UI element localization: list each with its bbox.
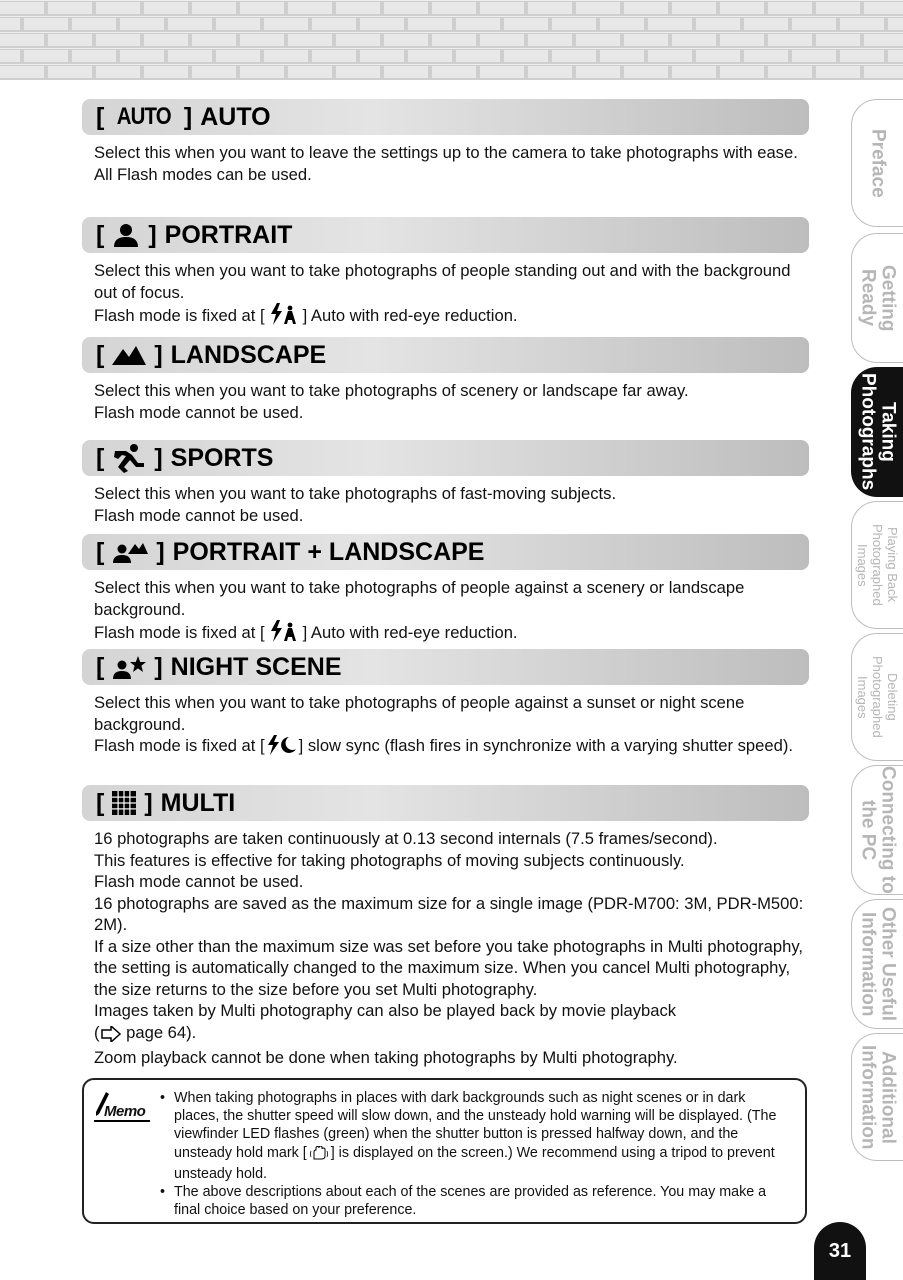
brick (672, 66, 716, 78)
section-description: Select this when you want to leave the settings up to the camera to take photographs with ease. All Flash modes can be used. (94, 143, 798, 184)
brick (48, 2, 92, 14)
memo-list (160, 1089, 790, 1219)
brick (504, 18, 548, 30)
landscape-icon (112, 345, 146, 365)
brick (576, 2, 620, 14)
brick (552, 50, 596, 62)
brick (312, 18, 356, 30)
brick (600, 18, 644, 30)
brick (216, 50, 260, 62)
brick (24, 18, 68, 30)
brick (0, 50, 20, 62)
brick-row (0, 18, 903, 30)
brick (792, 50, 836, 62)
brick (0, 66, 44, 78)
brick (24, 50, 68, 62)
memo-box (82, 1078, 807, 1224)
brick (96, 34, 140, 46)
brick (48, 34, 92, 46)
tab-other-useful[interactable]: Other Useful Information (851, 899, 903, 1029)
brick (384, 2, 428, 14)
multi-icon (112, 791, 136, 815)
brick (240, 34, 284, 46)
brick (696, 50, 740, 62)
section-auto (82, 99, 809, 217)
night-scene-icon (112, 655, 146, 679)
brick (240, 66, 284, 78)
brick (432, 2, 476, 14)
brick (264, 18, 308, 30)
tab-getting-ready[interactable]: Getting Ready (851, 233, 903, 363)
brick (288, 66, 332, 78)
tab-taking-photographs[interactable]: Taking Photographs (851, 367, 903, 497)
memo-badge: Memo (94, 1092, 150, 1122)
brick (360, 18, 404, 30)
brick (624, 2, 668, 14)
brick (456, 50, 500, 62)
brick (552, 18, 596, 30)
memo-item: • The above descriptions about each of the scenes are provided as reference. You may make a final choice based on your preference. (160, 1183, 790, 1219)
brick (720, 66, 764, 78)
brick (840, 18, 884, 30)
brick (744, 50, 788, 62)
brick (480, 2, 524, 14)
auto-icon: AUTO (117, 103, 172, 130)
brick (0, 34, 44, 46)
brick (528, 2, 572, 14)
brick (816, 2, 860, 14)
brick (480, 34, 524, 46)
brick (72, 50, 116, 62)
section-heading: [ AUTO ] AUTO (82, 99, 809, 135)
brick (624, 66, 668, 78)
flash-auto-redeye-icon (269, 620, 299, 648)
brick (48, 66, 92, 78)
brick (576, 66, 620, 78)
brick (768, 66, 812, 78)
section-landscape (82, 337, 809, 440)
brick (888, 18, 903, 30)
brick (504, 50, 548, 62)
brick-row (0, 2, 903, 14)
brick (192, 66, 236, 78)
brick (600, 50, 644, 62)
brick (288, 34, 332, 46)
brick (336, 66, 380, 78)
brick (864, 34, 903, 46)
section-heading: [ ] NIGHT SCENE (82, 649, 809, 685)
section-portrait (82, 217, 809, 337)
brick (864, 66, 903, 78)
section-night-scene (82, 649, 809, 785)
brick (384, 34, 428, 46)
brick (528, 66, 572, 78)
brick (96, 2, 140, 14)
brick (336, 2, 380, 14)
brick (216, 18, 260, 30)
brick-row (0, 34, 903, 46)
section-description: Select this when you want to take photographs of scenery or landscape far away. Flash mode cannot be used. (94, 381, 689, 422)
brick (192, 34, 236, 46)
brick (240, 2, 284, 14)
section-description: Select this when you want to take photographs of people standing out and with the background out of focus. Flash mode is fixed at [ ] Auto with red-eye reduction. (82, 260, 809, 331)
brick (720, 34, 764, 46)
tab-deleting[interactable]: Deleting Photographed Images (851, 633, 903, 761)
brick (168, 18, 212, 30)
brick (144, 66, 188, 78)
brick (816, 66, 860, 78)
brick (816, 34, 860, 46)
brick (672, 34, 716, 46)
brick (696, 18, 740, 30)
brick (144, 2, 188, 14)
section-heading: [ ] PORTRAIT (82, 217, 809, 253)
brick (384, 66, 428, 78)
brick (312, 50, 356, 62)
tab-connecting-pc[interactable]: Connecting to the PC (851, 765, 903, 895)
section-heading: [ ] SPORTS (82, 440, 809, 476)
brick (432, 34, 476, 46)
brick (120, 50, 164, 62)
brick (480, 66, 524, 78)
section-heading: [ ] LANDSCAPE (82, 337, 809, 373)
tab-additional[interactable]: Additional Information (851, 1033, 903, 1161)
brick (336, 34, 380, 46)
brick (720, 2, 764, 14)
brick (672, 2, 716, 14)
brick (624, 34, 668, 46)
brick-header-pattern (0, 0, 903, 80)
brick (360, 50, 404, 62)
brick (72, 18, 116, 30)
tab-preface[interactable]: Preface (851, 99, 903, 227)
brick (144, 34, 188, 46)
brick (408, 50, 452, 62)
brick (432, 66, 476, 78)
brick-row (0, 50, 903, 62)
page-reference-icon (101, 1026, 121, 1048)
brick (192, 2, 236, 14)
brick (0, 2, 44, 14)
brick (576, 34, 620, 46)
brick (744, 18, 788, 30)
brick (840, 50, 884, 62)
section-description: Select this when you want to take photographs of people against a sunset or night scene background. Flash mode is fixed at [ ] slow sync (flash fires in synchronize with a varying shutter speed). (82, 692, 809, 761)
brick (264, 50, 308, 62)
brick (96, 66, 140, 78)
brick (648, 18, 692, 30)
brick (768, 34, 812, 46)
brick (768, 2, 812, 14)
portrait-landscape-icon (112, 541, 148, 563)
brick (120, 18, 164, 30)
section-heading: [ ] MULTI (82, 785, 809, 821)
brick (0, 18, 20, 30)
brick (888, 50, 903, 62)
brick (288, 2, 332, 14)
memo-item: • When taking photographs in places with dark backgrounds such as night scenes or in dark places, the shutter speed will slow down, and the unsteady hold warning will be displayed. (The viewfinder LED flashes (green) when the shutter button is pressed halfway down, and the unsteady hold mark [ ] is displayed on the screen.) We recommend using a tripod to prevent unsteady hold. (160, 1089, 790, 1183)
section-portrait-landscape (82, 534, 809, 649)
section-description: Select this when you want to take photographs of fast-moving subjects. Flash mode cannot be used. (94, 484, 617, 525)
sports-icon (112, 443, 146, 473)
tab-playing-back[interactable]: Playing Back Photographed Images (851, 501, 903, 629)
brick (648, 50, 692, 62)
section-description: 16 photographs are taken continuously at 0.13 second internals (7.5 frames/second). This features is effective for taking photographs of moving subjects continuously. Flash mode cannot be used. 16 photographs are saved as the maximum size for a single image (PDR-M700: 3M, PDR-M500: 2M). If a size other than the maximum size was set before you take photographs in Multi photography, the setting is automatically changed to the maximum size. When you cancel Multi photography, the size returns to the size before you set Multi photography. Images taken by Multi photography can also be played back by movie playback ( page 64). Zoom playback cannot be done when taking photographs by Multi photography. (94, 829, 804, 1067)
page-number: 31 (814, 1222, 866, 1280)
section-multi (82, 785, 809, 1069)
slow-sync-flash-icon (267, 735, 297, 761)
page-content (82, 99, 809, 1069)
brick (528, 34, 572, 46)
brick (864, 2, 903, 14)
brick (168, 50, 212, 62)
hand-shake-icon (310, 1146, 328, 1165)
section-sports (82, 440, 809, 534)
brick (408, 18, 452, 30)
flash-auto-redeye-icon (269, 303, 299, 331)
portrait-icon (112, 223, 140, 247)
brick (792, 18, 836, 30)
section-heading: [ ] PORTRAIT + LANDSCAPE (82, 534, 809, 570)
brick-row (0, 66, 903, 78)
brick (456, 18, 500, 30)
chapter-tabs (851, 99, 903, 1179)
section-description: Select this when you want to take photographs of people against a scenery or landscape background. Flash mode is fixed at [ ] Auto with red-eye reduction. (82, 577, 809, 648)
